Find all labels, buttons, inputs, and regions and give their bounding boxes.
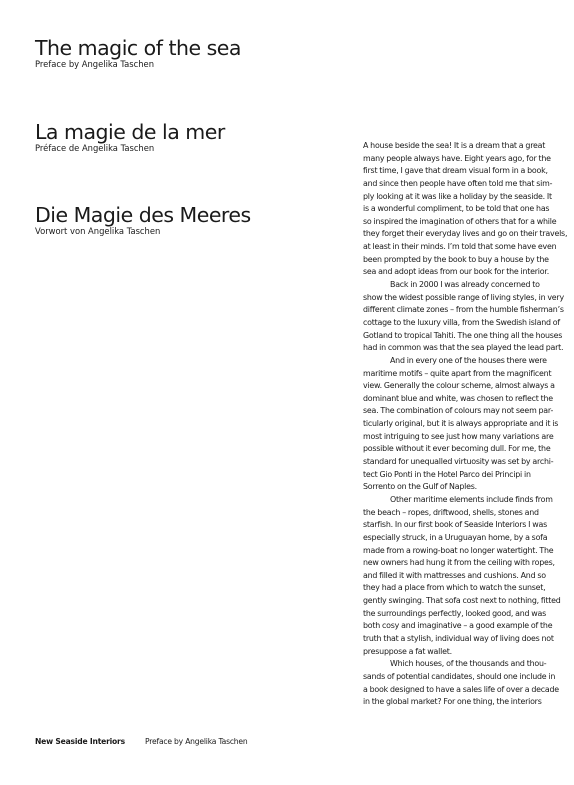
- preface-body-text: [363, 140, 568, 709]
- body-text-line: sea. The combination of colours may not seem par-: [363, 406, 554, 416]
- body-text-line: many people always have. Eight years ago, for the: [363, 153, 551, 163]
- body-text-line: most intriguing to see just how many variations are: [363, 431, 554, 441]
- body-text-line: standard for unequalled virtuosity was set by archi-: [363, 457, 554, 467]
- body-text-line: Which houses, of the thousands and thou-: [390, 659, 547, 669]
- body-text-line: sea and adopt ideas from our book for the interior.: [363, 267, 549, 277]
- body-text-line: ticularly original, but it is always appropriate and it is: [363, 419, 559, 429]
- body-text-line: cottage to the luxury villa, from the Swedish island of: [363, 317, 560, 327]
- heading-title: The magic of the sea: [35, 36, 241, 60]
- body-text-line: Gotland to tropical Tahiti. The one thing all the houses: [363, 330, 563, 340]
- body-text-line: had in common was that the sea played the lead part.: [363, 343, 564, 353]
- body-text-line: the beach – ropes, driftwood, shells, stones and: [363, 507, 539, 517]
- body-text-line: both cosy and imaginative – a good example of the: [363, 621, 553, 631]
- body-text-line: at least in their minds. I’m told that some have even: [363, 242, 557, 252]
- heading-title: Die Magie des Meeres: [35, 203, 251, 227]
- body-text-line: so inspired the imagination of others that for a while: [363, 216, 557, 226]
- heading-french: [35, 121, 225, 153]
- body-text-line: tect Gio Ponti in the Hotel Parco dei Principi in: [363, 469, 531, 479]
- body-text-line: truth that a stylish, individual way of living does not: [363, 633, 554, 643]
- heading-english: [35, 37, 241, 69]
- body-text-line: Back in 2000 I was already concerned to: [390, 280, 540, 290]
- footer-section: Preface by Angelika Taschen: [145, 737, 248, 746]
- body-text-line: ply looking at it was like a holiday by the seaside. It: [363, 191, 552, 201]
- body-text-line: made from a rowing-boat no longer watertight. The: [363, 545, 554, 555]
- body-text-line: is a wonderful compliment, to be told that one has: [363, 204, 550, 214]
- body-text-line: dominant blue and white, was chosen to reflect the: [363, 393, 553, 403]
- body-text-line: starfish. In our first book of Seaside Interiors I was: [363, 520, 548, 530]
- body-text-line: first time, I gave that dream visual form in a book,: [363, 166, 548, 176]
- body-text-line: possible without it ever becoming dull. For me, the: [363, 444, 551, 454]
- body-text-line: presuppose a fat wallet.: [363, 646, 452, 656]
- body-text-line: Sorrento on the Gulf of Naples.: [363, 482, 477, 492]
- body-text-line: they had a place from which to watch the sunset,: [363, 583, 546, 593]
- heading-title: La magie de la mer: [35, 120, 225, 144]
- body-text-line: new owners had hung it from the ceiling with ropes,: [363, 558, 555, 568]
- body-text-line: in the global market? For one thing, the interiors: [363, 697, 542, 707]
- body-text-line: and since then people have often told me that sim-: [363, 178, 553, 188]
- heading-subtitle: Vorwort von Angelika Taschen: [35, 226, 161, 236]
- body-text-line: different climate zones – from the humble fisherman’s: [363, 305, 564, 315]
- body-text-line: Other maritime elements include finds from: [390, 494, 553, 504]
- body-text-line: gently swinging. That sofa cost next to nothing, fitted: [363, 596, 561, 606]
- heading-subtitle: Preface by Angelika Taschen: [35, 59, 155, 69]
- heading-subtitle: Préface de Angelika Taschen: [35, 143, 155, 153]
- body-text-line: A house beside the sea! It is a dream that a great: [363, 141, 546, 150]
- body-text-line: sands of potential candidates, should one include in: [363, 671, 556, 681]
- heading-german: [35, 204, 251, 236]
- body-text-line: the surroundings perfectly, looked good, and was: [363, 608, 547, 618]
- body-text-line: maritime motifs – quite apart from the magnificent: [363, 368, 552, 378]
- body-text-line: show the widest possible range of living styles, in very: [363, 292, 564, 302]
- body-text-line: been prompted by the book to buy a house by the: [363, 254, 549, 264]
- body-text-line: view. Generally the colour scheme, almost always a: [363, 381, 555, 391]
- body-text-line: And in every one of the houses there were: [390, 355, 547, 365]
- body-text-line: and filled it with mattresses and cushions. And so: [363, 570, 546, 580]
- footer-book-title: New Seaside Interiors: [35, 737, 125, 746]
- body-text-line: a book designed to have a sales life of over a decade: [363, 684, 559, 694]
- body-text-line: especially struck, in a Uruguayan home, by a sofa: [363, 532, 548, 542]
- body-text-line: they forget their everyday lives and go on their travels,: [363, 229, 568, 239]
